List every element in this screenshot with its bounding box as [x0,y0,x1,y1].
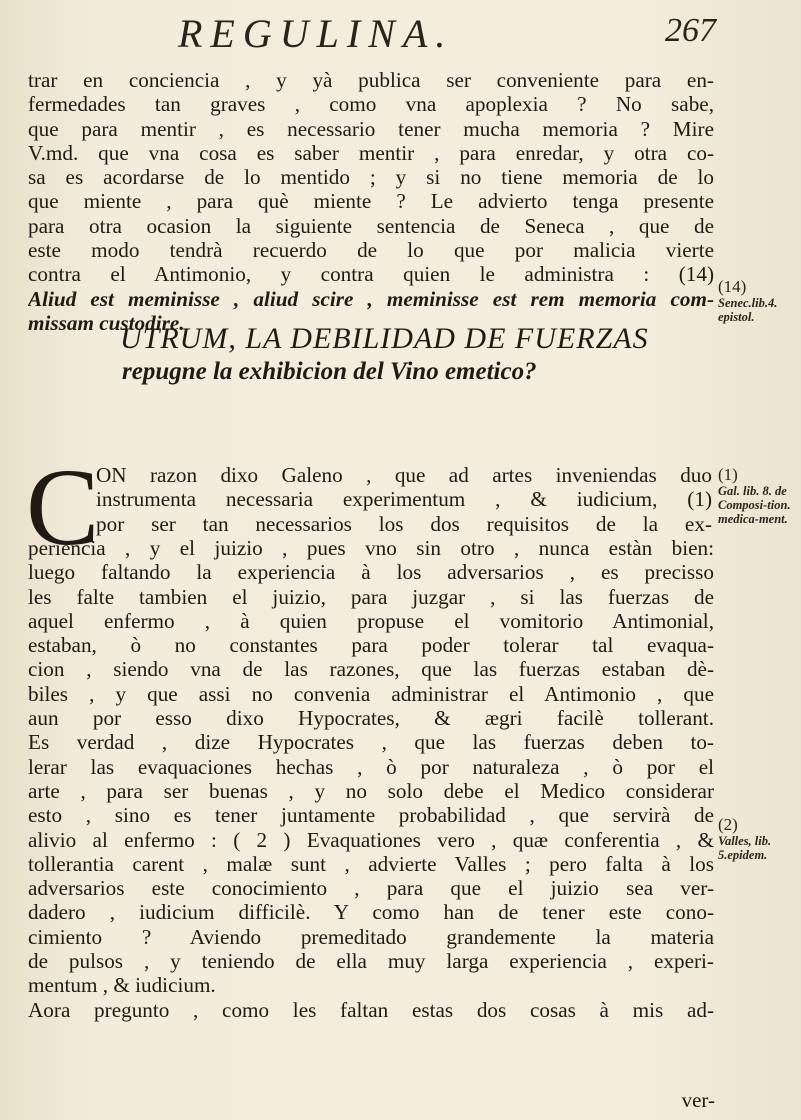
text-line: les falte tambien el juizio, para juzgar , si las fuerzas de [28,584,714,609]
text-line: Aora pregunto , como les faltan estas dos cosas à mis ad- [28,997,714,1022]
text-line: instrumenta necessaria experimentum , & iudicium, (1) [96,487,712,512]
text-line: arte , para ser buenas , y no solo debe el Medico considerar [28,778,714,803]
margin-note-2 [718,465,800,526]
text-line: para otra ocasion la siguiente sentencia de Seneca , que de [28,213,714,238]
paragraph-2 [28,536,714,1022]
text-line: alivio al enfermo : ( 2 ) Evaquationes vero , quæ conferentia , & [28,827,714,852]
running-title: REGULINA. [178,11,454,56]
margin-note-number: (2) [718,815,738,834]
heading-line-1: UTRUM, LA DEBILIDAD DE FUERZAS [120,322,649,355]
text-line: V.md. que vna cosa es saber mentir , para enredar, y otra co- [28,140,714,165]
text-line: lerar las evaquaciones hechas , ò por naturaleza , ò por el [28,754,714,779]
text-line: aquel enfermo , à quien propuse el vomitorio Antimonial, [28,608,714,633]
text-line: luego faltando la experiencia à los adversarios , es precisso [28,560,714,585]
text-line: biles , y que assi no convenia administrar el Antimonio , que [28,681,714,706]
text-line: cimiento ? Aviendo premeditado grandemente la materia [28,924,714,949]
margin-note-1 [718,277,800,324]
margin-note-text: Valles, lib. 5.epidem. [718,834,772,862]
heading-line-2: repugne la exhibicion del Vino emetico? [122,358,537,385]
page-number: 267 [665,12,716,49]
text-line: ON razon dixo Galeno , que ad artes inveniendas duo [96,463,712,487]
margin-note-text: Gal. lib. 8. de Composi-tion. medica-ment. [718,484,791,526]
text-line: Es verdad , dize Hypocrates , que las fuerzas deben to- [28,730,714,755]
text-line: sa es acordarse de lo mentido ; y si no tiene memoria de lo [28,165,714,190]
running-head [170,2,730,64]
margin-note-3 [718,815,800,862]
margin-note-number: (14) [718,277,747,296]
text-line: dadero , iudicium difficilè. Y como han de tener este cono- [28,900,714,925]
paragraph-1 [28,68,714,335]
text-line: mentum , & iudicium. [28,973,216,998]
margin-note-text: Senec.lib.4. epistol. [718,296,778,324]
text-line: periencia , y el juizio , pues vno sin otro , nunca estàn bien: [28,536,714,560]
text-line: que para mentir , es necessario tener mucha memoria ? Mire [28,116,714,141]
text-line: fermedades tan graves , como vna apoplexia ? No sabe, [28,92,714,117]
section-heading [120,322,680,386]
paragraph-2-indented [96,463,712,536]
text-line: contra el Antimonio, y contra quien le administra : (14) [28,262,714,287]
text-line: que miente , para què miente ? Le advierto tenga presente [28,189,714,214]
text-line: este modo tendrà recuerdo de lo que por malicia vierte [28,238,714,263]
text-line: Aliud est meminisse , aliud scire , meminisse est rem memoria com- [28,286,714,311]
text-line: estaban, ò no constantes para poder tolerar tal evaqua- [28,633,714,658]
drop-cap: C [26,446,100,568]
text-line: adversarios este conocimiento , para que el juizio sea ver- [28,876,714,901]
text-line: tollerantia carent , malæ sunt , advierte Valles ; pero falta à los [28,851,714,876]
text-line: de pulsos , y teniendo de ella muy larga experiencia , experi- [28,949,714,974]
text-line: esto , sino es tener juntamente probabilidad , que servirà de [28,803,714,828]
text-line: cion , siendo vna de las razones, que las fuerzas estaban dè- [28,657,714,682]
text-line: missam custodire. [28,310,185,335]
margin-note-number: (1) [718,465,738,484]
text-line: por ser tan necessarios los dos requisitos de la ex- [96,511,712,536]
text-line: aun por esso dixo Hypocrates, & ægri facilè tollerant. [28,706,714,731]
catchword: ver- [681,1088,715,1112]
text-line: trar en conciencia , y yà publica ser conveniente para en- [28,68,714,92]
